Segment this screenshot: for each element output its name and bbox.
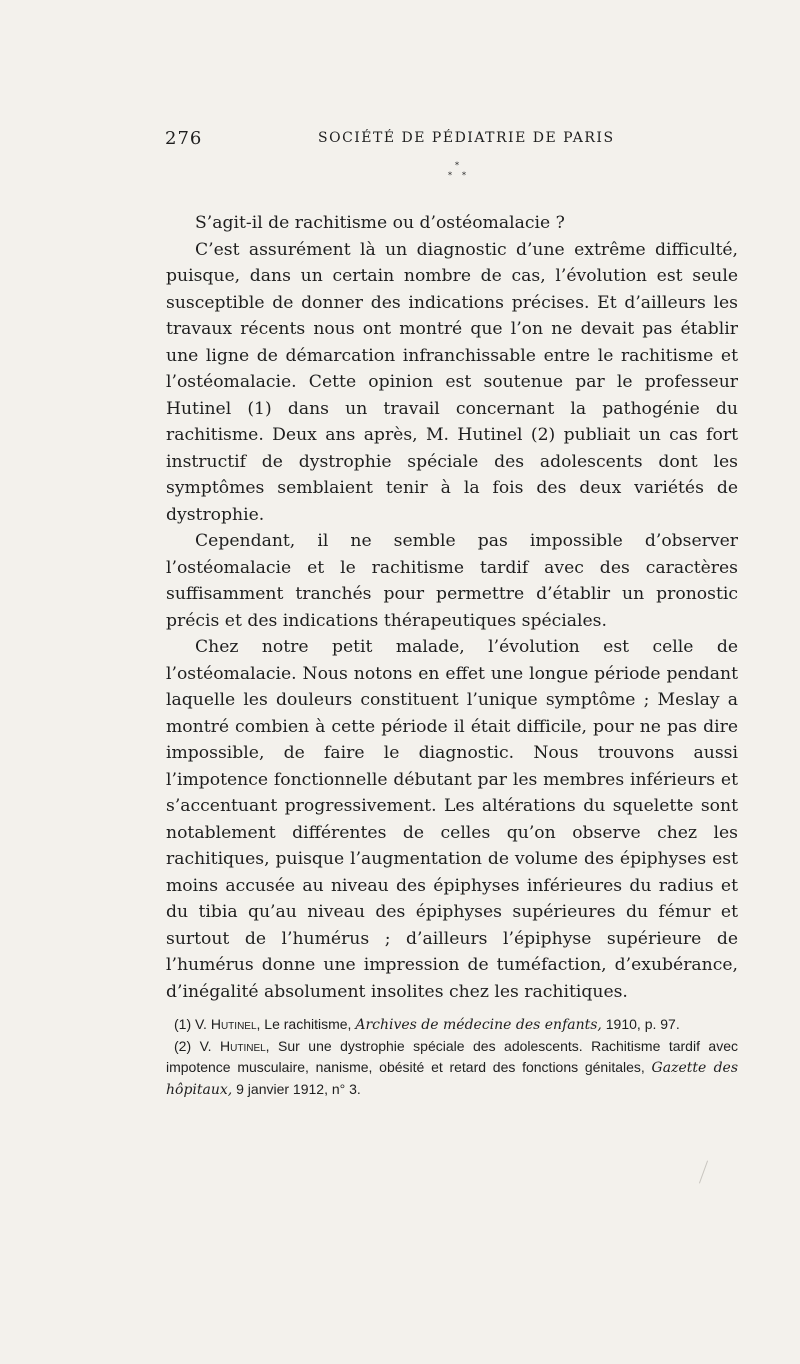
footnote-tail: 9 janvier 1912, n° 3. — [236, 1081, 361, 1097]
stray-pencil-mark — [699, 1161, 708, 1184]
footnote-journal: Gazette des hôpitaux, — [166, 1060, 739, 1098]
footnote-2 — [166, 1036, 738, 1101]
footnote-text: Le rachitisme, — [264, 1016, 352, 1032]
footnotes — [166, 1014, 738, 1101]
running-title: SOCIÉTÉ DE PÉDIATRIE DE PARIS — [318, 130, 615, 146]
footnote-marker: (2) V. — [174, 1038, 212, 1054]
paragraph: C’est assurément là un diagnostic d’une extrême difficulté, puisque, dans un certain nombre de cas, l’évolution est seule susceptible de donner des indications précises. Et d’ailleurs les travaux récents nous ont montré que l’on ne devait pas établir une ligne de démarcation infranchissable entre le rachitisme et l’ostéomalacie. Cette opinion est soutenue par le professeur Hutinel (1) dans un travail concernant la pathogénie du rachitisme. Deux ans après, M. Hutinel (2) publiait un cas fort instructif de dystrophie spéciale des adolescents dont les symptômes semblaient tenir à la fois des deux variétés de dystrophie. — [166, 239, 738, 525]
asterism-star: * — [455, 161, 459, 170]
asterism — [446, 162, 476, 192]
asterism-star: * — [462, 171, 466, 180]
paragraph-question: S’agit-il de rachitisme ou d’ostéomalacie ? — [195, 213, 565, 233]
footnote-text: Sur une dystrophie spéciale des adolescents. Rachitisme tardif avec impotence musculaire, nanisme, obésité et retard des fonctions génitales, — [166, 1038, 738, 1075]
page-number: 276 — [165, 128, 203, 149]
asterism-star: * — [448, 171, 452, 180]
paragraph: Cependant, il ne semble pas impossible d’observer l’ostéomalacie et le rachitisme tardif avec des caractères suffisamment tranchés pour permettre d’établir un pronostic précis et des indications thérapeutiques spéciales. — [166, 531, 738, 631]
body-text — [166, 210, 738, 1005]
footnote-author: Hutinel, — [220, 1038, 270, 1054]
footnote-author: Hutinel, — [210, 1016, 261, 1032]
footnote-journal: Archives de médecine des enfants, — [355, 1017, 602, 1033]
paragraph: Chez notre petit malade, l’évolution est celle de l’ostéomalacie. Nous notons en effet une longue période pendant laquelle les douleurs constituent l’unique symptôme ; Meslay a montré combien à cette période il était difficile, pour ne pas dire impossible, de faire le diagnostic. Nous trouvons aussi l’impotence fonctionnelle débutant par les membres inférieurs et s’accentuant progressivement. Les altérations du squelette sont notablement différentes de celles qu’on observe chez les rachitiques, puisque l’augmentation de volume des épiphyses est moins accusée au niveau des épiphyses inférieures du radius et du tibia qu’au niveau des épiphyses supérieures du fémur et surtout de l’humérus ; d’ailleurs l’épiphyse supérieure de l’humérus donne une impression de tuméfaction, d’exubérance, d’inégalité absolument insolites chez les rachitiques. — [166, 637, 738, 1002]
footnote-tail: 1910, p. 97. — [605, 1016, 680, 1032]
footnote-1 — [166, 1014, 738, 1036]
footnote-marker: (1) V. — [174, 1016, 207, 1032]
